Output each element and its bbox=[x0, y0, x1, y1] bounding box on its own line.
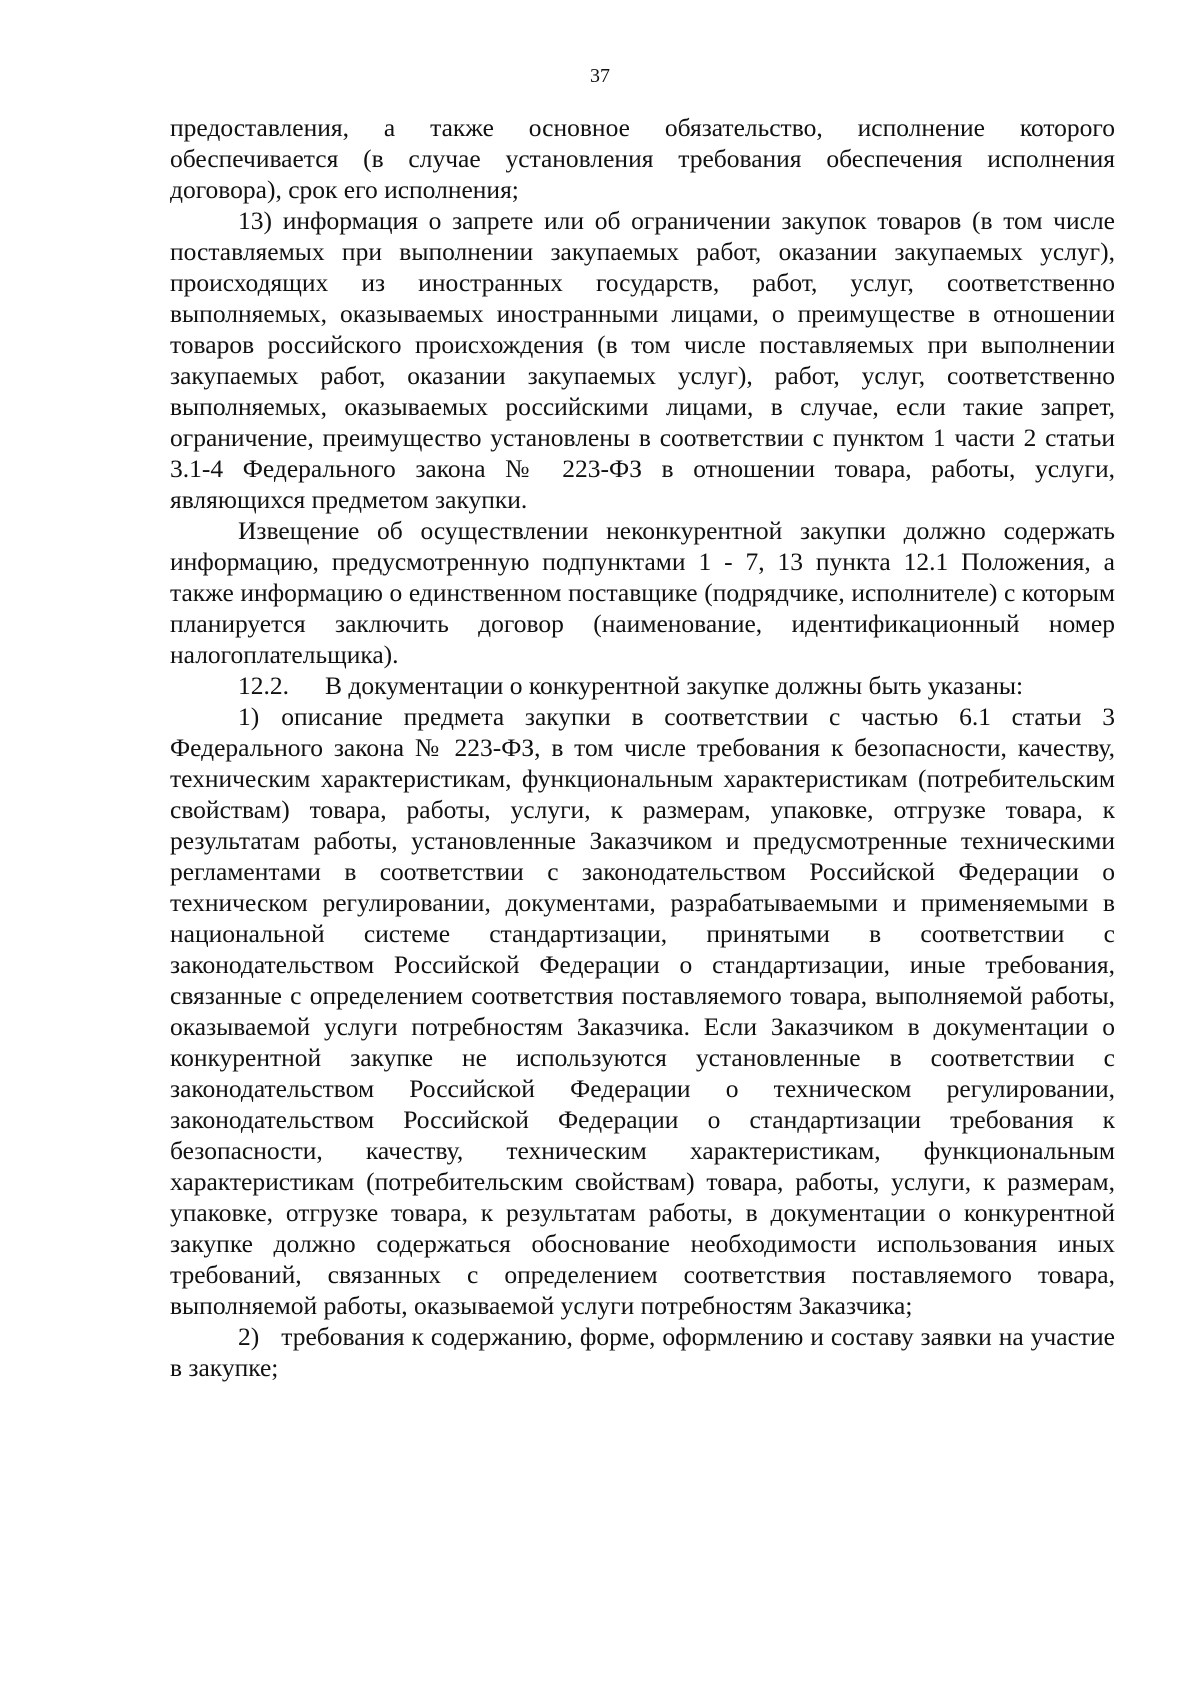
clause-text: В документации о конкурентной закупке должны быть указаны: bbox=[325, 671, 1024, 700]
item-1-text: описание предмета закупки в соответствии с частью 6.1 статьи 3 Федерального закона № 223-ФЗ, в том числе требования к безопасности, качеству, техническим характеристикам, функциональным характеристикам (потребительским свойствам) товара, работы, услуги, к размерам, упаковке, отгрузке товара, к результатам работы, установленные Заказчиком и предусмотренные техническими регламентами в соответствии с законодательством Российской Федерации о техническом регулировании, документами, разрабатываемыми и применяемыми в национальной системе стандартизации, принятыми в соответствии с законодательством Российской Федерации о стандартизации, иные требования, связанные с определением соответствия поставляемого товара, выполняемой работы, оказываемой услуги потребностям Заказчика. Если Заказчиком в документации о конкурентной закупке не используются установленные в соответствии с законодательством Российской Федерации о техническом регулировании, законодательством Российской Федерации о стандартизации требования к безопасности, качеству, техническим характеристикам, функциональным характеристикам (потребительским свойствам) товара, работы, услуги, к размерам, упаковке, отгрузке товара, к результатам работы, в документации о конкурентной закупке должно содержаться обоснование необходимости использования иных требований, связанных с определением соответствия поставляемого товара, выполняемой работы, оказываемой услуги потребностям Заказчика; bbox=[170, 702, 1115, 1320]
paragraph-item-1 bbox=[170, 701, 1115, 1321]
item-2-number: 2) bbox=[238, 1322, 260, 1351]
paragraph-clause-12-2 bbox=[170, 670, 1115, 701]
paragraph-item-13: 13) информация о запрете или об ограничении закупок товаров (в том числе поставляемых при выполнении закупаемых работ, оказании закупаемых услуг), происходящих из иностранных государств, работ, услуг, соответственно выполняемых, оказываемых иностранными лицами, о преимуществе в отношении товаров российского происхождения (в том числе поставляемых при выполнении закупаемых работ, оказании закупаемых услуг), работ, услуг, соответственно выполняемых, оказываемых российскими лицами, в случае, если такие запрет, ограничение, преимущество установлены в соответствии с пунктом 1 части 2 статьи 3.1-4 Федерального закона № 223-ФЗ в отношении товара, работы, услуги, являющихся предметом закупки. bbox=[170, 206, 1115, 514]
paragraph-notice: Извещение об осуществлении неконкурентной закупки должно содержать информацию, предусмотренную подпунктами 1 - 7, 13 пункта 12.1 Положения, а также информацию о единственном поставщике (подрядчике, исполнителе) с которым планируется заключить договор (наименование, идентификационный номер налогоплательщика). bbox=[170, 516, 1115, 669]
paragraph-continuation: предоставления, а также основное обязательство, исполнение которого обеспечивается (в случае установления требования обеспечения исполнения договора), срок его исполнения; bbox=[170, 113, 1115, 204]
paragraph-item-2 bbox=[170, 1321, 1115, 1383]
item-2-text: требования к содержанию, форме, оформлению и составу заявки на участие в закупке; bbox=[170, 1322, 1115, 1382]
document-body bbox=[170, 112, 1115, 1383]
page-number: 37 bbox=[590, 65, 610, 87]
clause-number: 12.2. bbox=[238, 671, 289, 700]
item-1-number: 1) bbox=[238, 702, 260, 731]
